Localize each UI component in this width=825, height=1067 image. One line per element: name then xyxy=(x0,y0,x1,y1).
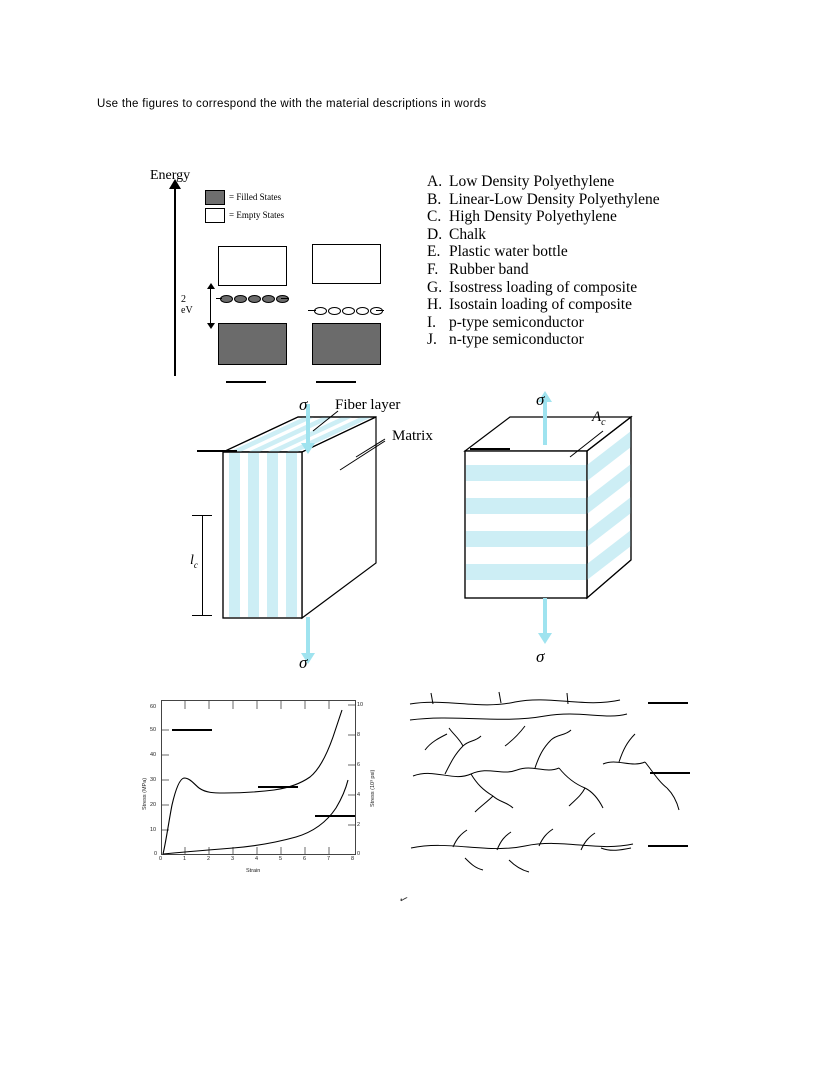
stress-arrow-bottom-shaft xyxy=(543,598,547,638)
option-text: p-type semiconductor xyxy=(449,313,584,331)
donor-state-icon xyxy=(234,295,247,303)
dimension-cap xyxy=(192,515,212,516)
sigma-bottom-label: σ xyxy=(299,653,308,672)
valence-band-filled xyxy=(312,323,381,365)
list-item xyxy=(427,191,660,209)
polymer-chain-sketches xyxy=(405,690,695,890)
donor-states-row xyxy=(220,295,290,303)
acceptor-states-row xyxy=(314,307,384,315)
option-letter: B. xyxy=(427,190,442,208)
conduction-band-empty xyxy=(312,244,381,284)
option-text: Rubber band xyxy=(449,260,529,278)
y-tick-label-left: 20 xyxy=(150,802,157,808)
acceptor-state-icon xyxy=(328,307,341,315)
legend-label: = Filled States xyxy=(229,192,282,202)
answer-blank[interactable] xyxy=(226,381,266,383)
list-item xyxy=(427,261,660,279)
list-item xyxy=(427,296,660,314)
fiber-layer-label: Fiber layer xyxy=(335,397,401,413)
filled-states-swatch-icon xyxy=(205,190,225,205)
answer-blank[interactable] xyxy=(172,729,212,731)
isostrain-composite-figure xyxy=(180,395,470,680)
empty-states-swatch-icon xyxy=(205,208,225,223)
x-tick-label: 6 xyxy=(303,856,307,862)
x-tick-label: 5 xyxy=(279,856,283,862)
list-item xyxy=(427,279,660,297)
y-tick-label-right: 10 xyxy=(357,702,364,708)
answer-blank[interactable] xyxy=(316,381,356,383)
sigma-bottom-label: σ xyxy=(536,647,545,666)
valence-band-filled xyxy=(218,323,287,365)
isostress-composite-figure xyxy=(455,390,705,680)
donor-state-icon xyxy=(276,295,289,303)
y-tick-label-right: 2 xyxy=(357,822,361,828)
option-letter: H. xyxy=(427,296,443,314)
energy-axis-line xyxy=(174,186,176,376)
band-diagram-figure xyxy=(150,168,400,393)
acceptor-state-icon xyxy=(314,307,327,315)
stress-arrow-bottom-head-icon xyxy=(538,633,552,644)
x-tick-label: 4 xyxy=(255,856,259,862)
conduction-band-empty xyxy=(218,246,287,286)
energy-axis-arrow-icon xyxy=(169,179,181,189)
dimension-cap xyxy=(192,615,212,616)
answer-blank[interactable] xyxy=(648,845,688,847)
legend-label: = Empty States xyxy=(229,210,285,220)
donor-level-tick xyxy=(281,298,289,299)
option-text: n-type semiconductor xyxy=(449,331,584,349)
sigma-top-label: σ xyxy=(536,390,545,409)
list-item xyxy=(427,243,660,261)
y-tick-label-right: 0 xyxy=(357,851,361,857)
x-tick-label: 8 xyxy=(351,856,355,862)
acceptor-level-tick xyxy=(308,310,316,311)
y-tick-label-left: 0 xyxy=(154,851,158,857)
dimension-label: $l_c$ xyxy=(190,553,198,570)
option-letter: D. xyxy=(427,225,443,243)
y-tick-label-left: 40 xyxy=(150,752,157,758)
sigma-top-label: σ xyxy=(299,395,308,414)
list-item xyxy=(427,331,660,349)
y-axis-title-left: Stress (MPa) xyxy=(142,777,148,810)
donor-state-icon xyxy=(262,295,275,303)
answer-blank[interactable] xyxy=(648,702,688,704)
option-letter: A. xyxy=(427,173,443,190)
y-tick-label-right: 4 xyxy=(357,792,361,798)
y-tick-label-right: 8 xyxy=(357,732,361,738)
y-axis-title-right: Stress (10³ psi) xyxy=(370,769,376,807)
answer-blank[interactable] xyxy=(650,772,690,774)
answer-blank[interactable] xyxy=(258,786,298,788)
x-tick-label: 3 xyxy=(231,856,235,862)
matrix-label: Matrix xyxy=(392,428,433,444)
area-label: $A_c$ xyxy=(592,409,606,428)
y-tick-label-left: 60 xyxy=(150,704,157,710)
answer-blank[interactable] xyxy=(197,450,237,452)
list-item xyxy=(427,208,660,226)
option-letter: C. xyxy=(427,208,442,226)
donor-state-icon xyxy=(220,295,233,303)
option-letter: J. xyxy=(427,331,437,349)
option-text: Chalk xyxy=(449,225,487,243)
donor-level-tick xyxy=(216,298,222,299)
answer-blank[interactable] xyxy=(470,448,510,450)
acceptor-state-icon xyxy=(342,307,355,315)
x-tick-label: 0 xyxy=(159,856,163,862)
list-item xyxy=(427,226,660,244)
x-axis-title: Strain xyxy=(246,868,261,874)
band-gap-arrow-icon xyxy=(210,288,211,324)
energy-axis-label: Energy xyxy=(150,168,191,183)
list-item xyxy=(427,173,660,191)
stray-pen-mark: ✓ xyxy=(396,892,411,908)
x-tick-label: 2 xyxy=(207,856,211,862)
chart-svg xyxy=(128,692,373,887)
stress-strain-chart xyxy=(128,692,376,887)
option-text: Low Density Polyethylene xyxy=(449,173,615,190)
answer-blank[interactable] xyxy=(315,815,355,817)
option-text: High Density Polyethylene xyxy=(449,208,617,226)
legend-item-empty xyxy=(205,206,284,224)
option-text: Plastic water bottle xyxy=(449,243,568,261)
dimension-line xyxy=(202,515,203,615)
option-text: Isostress loading of composite xyxy=(449,278,638,296)
y-tick-label-left: 50 xyxy=(150,727,157,733)
x-tick-label: 7 xyxy=(327,856,331,862)
acceptor-state-icon xyxy=(370,307,383,315)
y-tick-label-left: 10 xyxy=(150,827,157,833)
band-legend xyxy=(205,188,284,224)
legend-item-filled xyxy=(205,188,284,206)
option-letter: G. xyxy=(427,278,443,296)
option-letter: I. xyxy=(427,313,437,331)
x-tick-label: 1 xyxy=(183,856,187,862)
polymer-sketch-svg xyxy=(405,690,695,890)
option-letter: F. xyxy=(427,260,439,278)
option-letter: E. xyxy=(427,243,441,261)
band-gap-label: 2 eV xyxy=(181,294,193,316)
y-tick-label-right: 6 xyxy=(357,762,361,768)
option-text: Isostain loading of composite xyxy=(449,296,632,314)
acceptor-level-tick xyxy=(376,310,384,311)
answer-options-list xyxy=(427,173,660,349)
option-text: Linear-Low Density Polyethylene xyxy=(449,190,660,208)
donor-state-icon xyxy=(248,295,261,303)
stress-arrow-top-head-icon xyxy=(301,443,315,454)
acceptor-state-icon xyxy=(356,307,369,315)
dimension-sub: c xyxy=(193,559,198,570)
y-tick-label-left: 30 xyxy=(150,777,157,783)
area-sub: c xyxy=(601,417,606,428)
isostress-block-svg xyxy=(455,395,705,680)
instruction-text: Use the figures to correspond the with the material descriptions in words xyxy=(97,98,487,110)
list-item xyxy=(427,314,660,332)
